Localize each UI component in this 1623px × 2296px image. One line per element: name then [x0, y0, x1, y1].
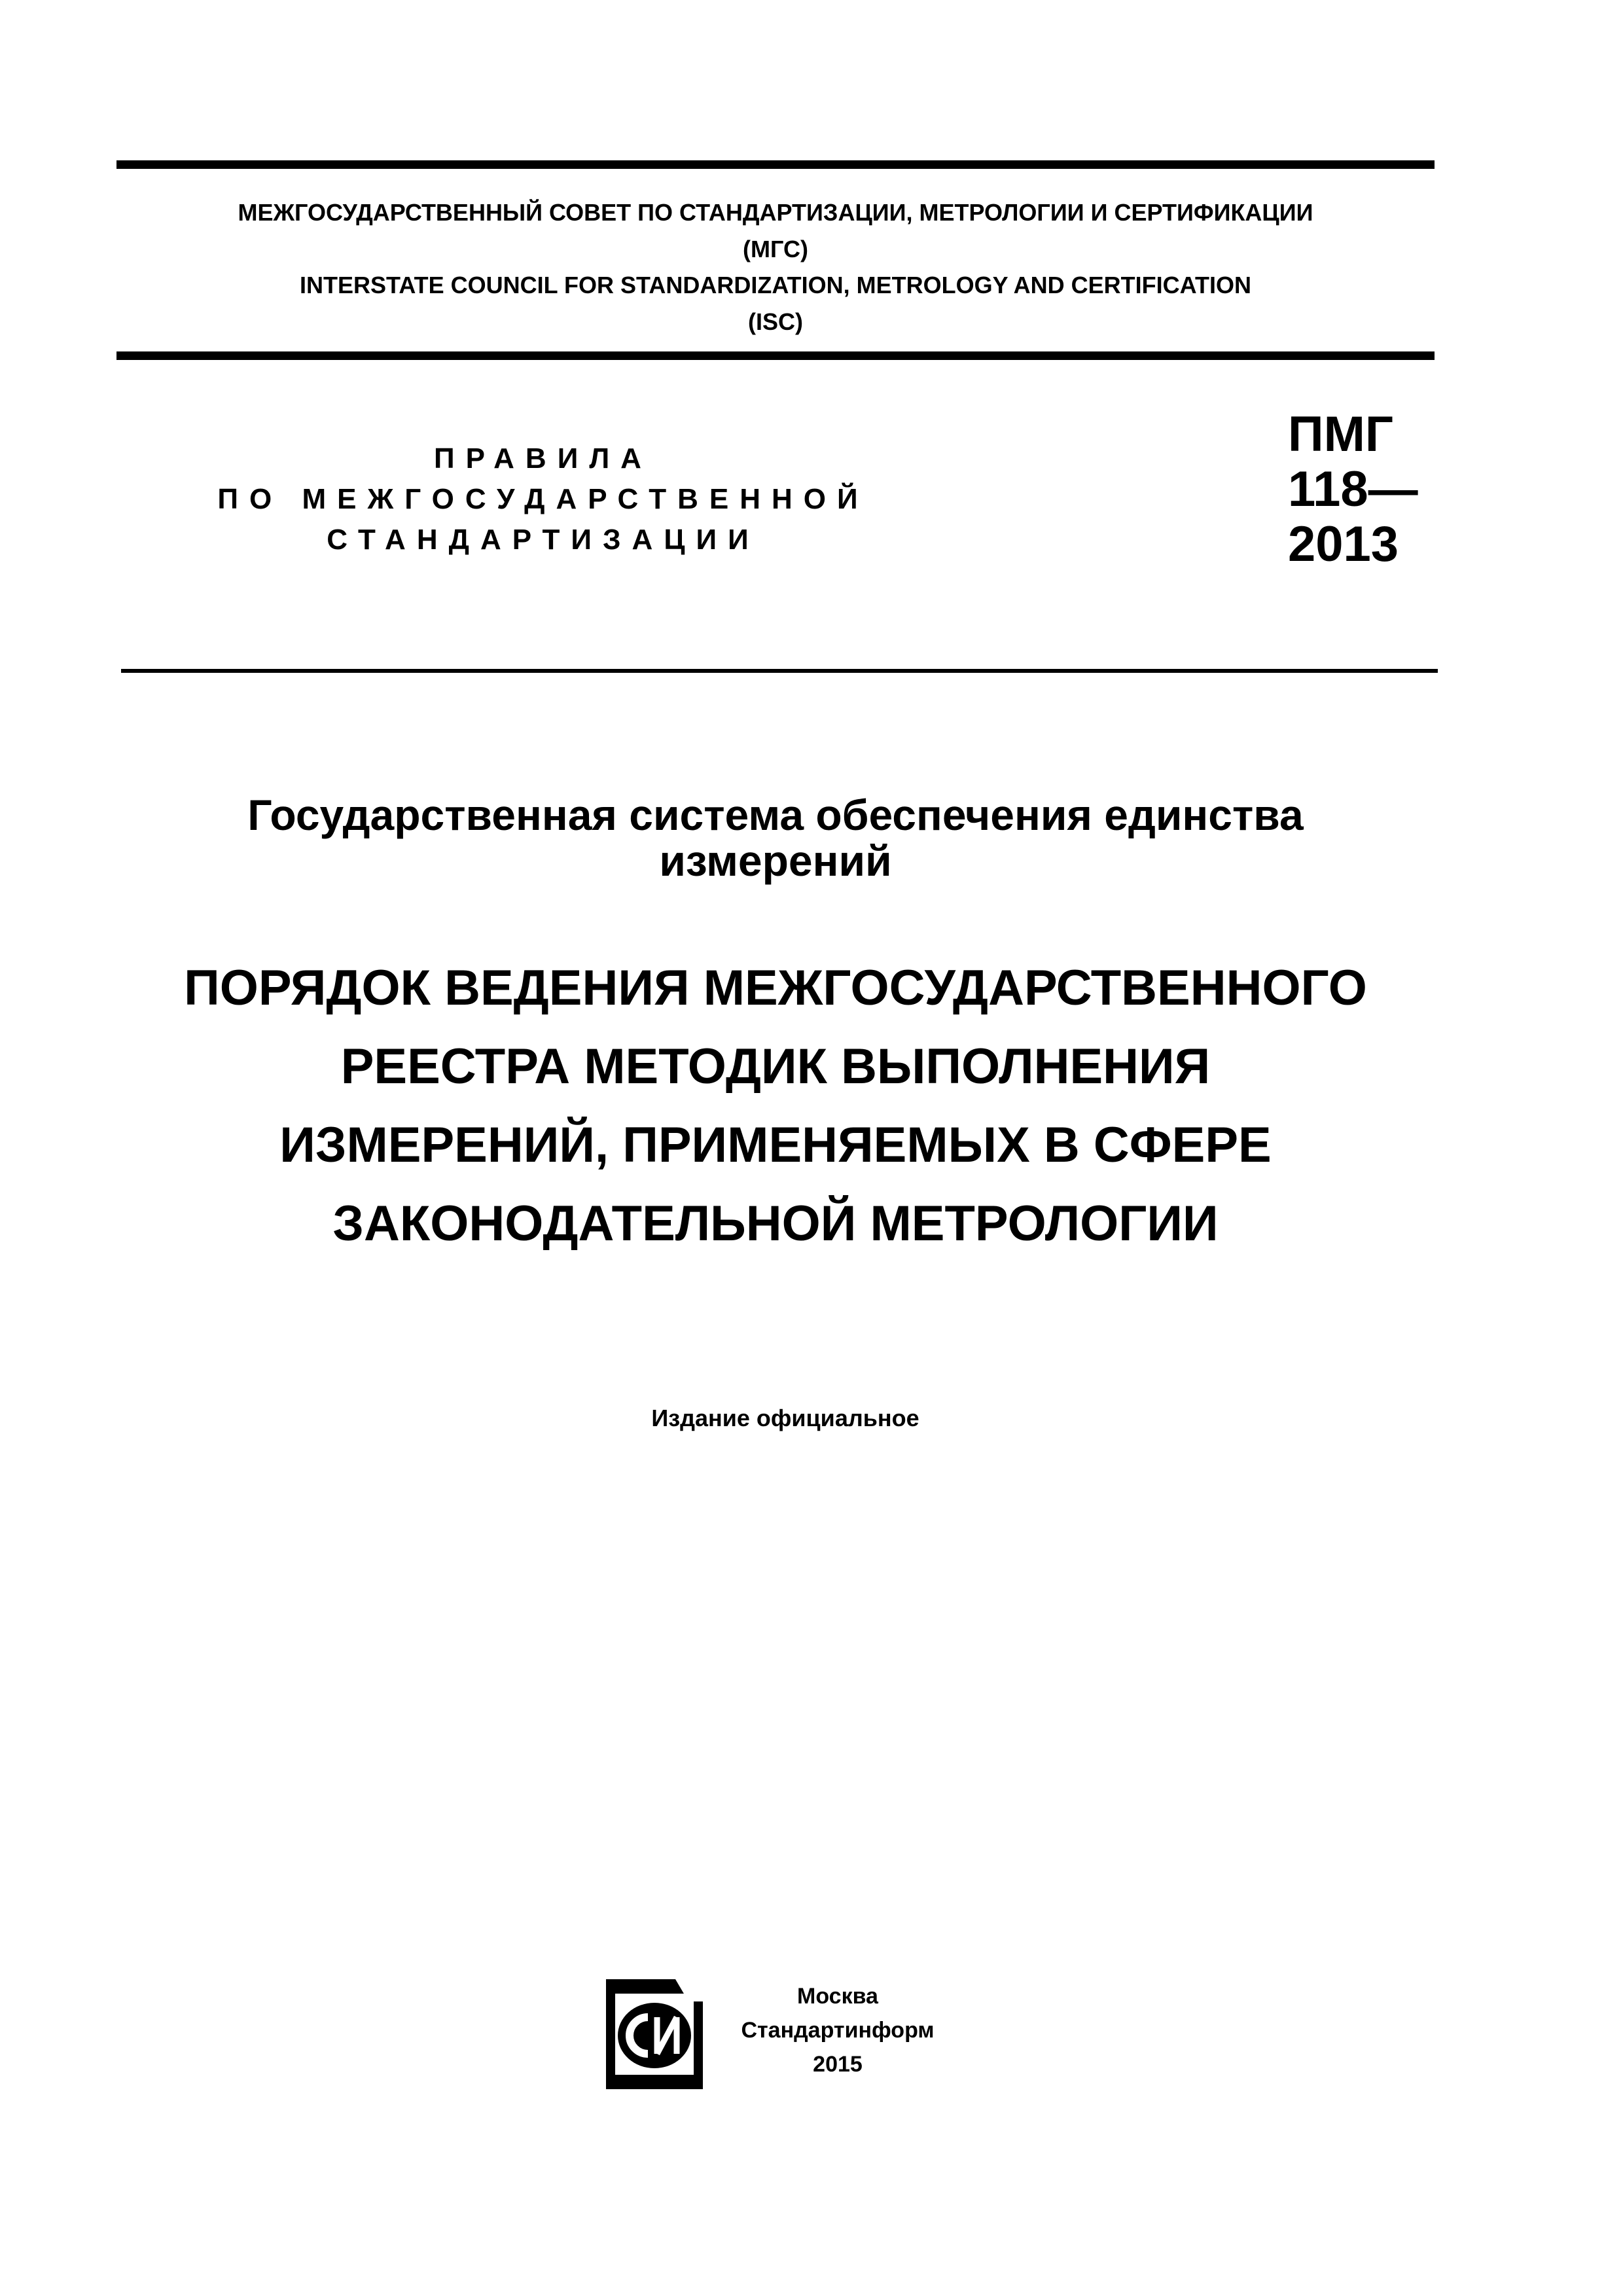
subtitle-line2: измерений: [659, 836, 892, 885]
rules-heading-line1: ПРАВИЛА: [434, 442, 652, 475]
council-name-ru-line1: МЕЖГОСУДАРСТВЕННЫЙ СОВЕТ ПО СТАНДАРТИЗАЦИИ, МЕТРОЛОГИИ И СЕРТИФИКАЦИИ: [238, 199, 1313, 226]
edition-label: Издание официальное: [651, 1405, 919, 1431]
rules-heading-line2: ПО МЕЖГОСУДАРСТВЕННОЙ: [217, 483, 869, 515]
document-subtitle: [116, 792, 1435, 884]
subtitle-line1: Государственная система обеспечения единства: [247, 791, 1304, 839]
standard-code: [1288, 407, 1445, 572]
standartinform-logo-icon: [602, 1975, 707, 2093]
top-divider: [116, 160, 1435, 169]
rules-heading-line3: СТАНДАРТИЗАЦИИ: [327, 524, 760, 556]
document-title: [92, 949, 1459, 1263]
rules-heading: [216, 439, 870, 560]
standard-code-year: 2013: [1288, 516, 1399, 572]
title-line2: РЕЕСТРА МЕТОДИК ВЫПОЛНЕНИЯ: [340, 1039, 1211, 1094]
publisher-year: 2015: [813, 2052, 863, 2077]
council-abbr-ru: (МГС): [743, 236, 808, 262]
council-name-en: [116, 267, 1435, 340]
publisher-city: Москва: [797, 1984, 878, 2009]
standard-code-prefix: ПМГ: [1288, 406, 1394, 462]
title-line4: ЗАКОНОДАТЕЛЬНОЙ МЕТРОЛОГИИ: [332, 1196, 1219, 1251]
council-abbr-en: (ISC): [748, 308, 803, 335]
standard-code-number: 118—: [1288, 461, 1418, 517]
lower-divider: [121, 669, 1438, 673]
title-line3: ИЗМЕРЕНИЙ, ПРИМЕНЯЕМЫХ В СФЕРЕ: [279, 1117, 1272, 1173]
publisher-name: Стандартинформ: [741, 2018, 935, 2043]
publisher-info: [713, 1979, 962, 2081]
council-name-ru: [116, 194, 1435, 268]
council-name-en-line1: INTERSTATE COUNCIL FOR STANDARDIZATION, METROLOGY AND CERTIFICATION: [300, 272, 1251, 298]
title-line1: ПОРЯДОК ВЕДЕНИЯ МЕЖГОСУДАРСТВЕННОГО: [184, 960, 1367, 1016]
middle-divider: [116, 351, 1435, 360]
